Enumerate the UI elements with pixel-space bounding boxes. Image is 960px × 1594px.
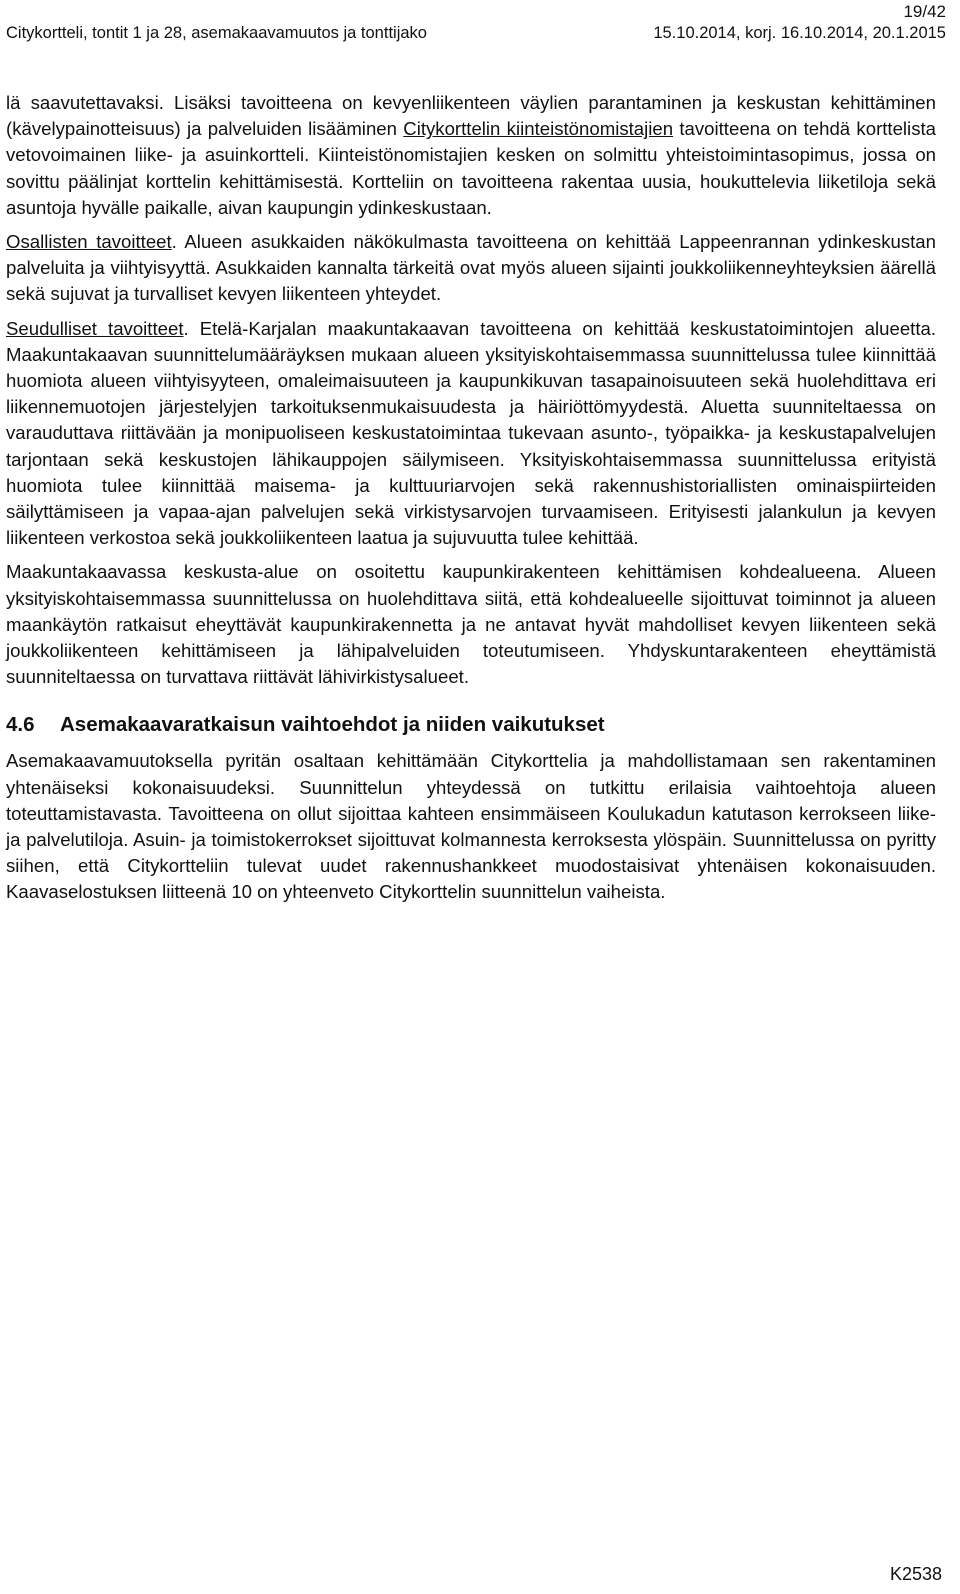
paragraph-osallisten-tavoitteet: [6, 229, 936, 308]
running-header: [6, 24, 946, 43]
section-heading: [6, 712, 936, 738]
underlined-label-seudulliset: Seudulliset tavoitteet: [6, 317, 184, 339]
section-number: 4.6: [6, 713, 35, 737]
paragraph-text: . Alueen asukkaiden näkökulmasta tavoitteena on kehittää Lappeenrannan ydinkeskustan palveluita ja viihtyisyyttä. Asukkaiden kannalta tärkeitä ovat myös alueen sijainti joukkoliikenneyhteyksien äärellä sekä sujuvat ja turvalliset kevyen liikenteen yhteydet.: [6, 231, 936, 305]
paragraph-text: tavoitteena on tehdä korttelista vetovoimainen liike- ja asuinkortteli. Kiinteistönomistajien kesken on solmittu yhteistoimintasopimus, jossa on sovittu päälinjat korttelin kehittämisestä. Kortteliin on tavoitteena rakentaa uusia, houkuttelevia liiketiloja sekä asuntoja hyvälle paikalle, aivan kaupungin ydinkeskustaan.: [6, 118, 936, 218]
footer-code: K2538: [889, 1564, 942, 1584]
underlined-label-citykortteli-owners: Citykorttelin kiinteistönomistajien: [403, 118, 674, 140]
document-dates: 15.10.2014, korj. 16.10.2014, 20.1.2015: [653, 24, 946, 42]
document-body: [6, 90, 936, 914]
paragraph-text: . Etelä-Karjalan maakuntakaavan tavoitteena on kehittää keskustatoimintojen alueetta. Maakuntakaavan suunnittelumääräyksen mukaan alueen yksityiskohtaisemmassa suunnittelussa tulee kiinnittää huomiota alueen viihtyisyyteen, omaleimaisuuteen ja kaupunkikuvan tasapainoisuuteen sekä huolehdittava eri liikennemuotojen järjestelyjen tarkoituksenmukaisuudesta ja häiriöttömyydestä. Aluetta suunniteltaessa on varauduttava riittävään ja monipuoliseen keskustatoimintaa tukevaan asunto-, työpaikka- ja keskustapalvelujen tarjontaan sekä keskustojen lähikauppojen säilymiseen. Yksityiskohtaisemmassa suunnittelussa erityistä huomiota tulee kiinnittää maisema- ja kulttuuriarvojen sekä rakennushistoriallisten ominaispiirteiden säilyttämiseen ja vapaa-ajan palvelujen sekä virkistysarvojen turvaamiseen. Erityisesti jalankulun ja kevyen liikenteen verkostoa sekä joukkoliikenteen laatua ja sujuvuutta tulee kehittää.: [6, 317, 936, 549]
underlined-label-osallisten: Osallisten tavoitteet: [6, 231, 172, 253]
document-title: Citykortteli, tontit 1 ja 28, asemakaavamuutos ja tonttijako: [6, 24, 427, 42]
paragraph-asemakaavamuutos: Asemakaavamuutoksella pyritän osaltaan kehittämään Citykorttelia ja mahdollistamaan sen rakentaminen yhtenäiseksi kokonaisuudeksi. Suunnittelun yhteydessä on tutkittu erilaisia vaihtoehtoja alueen toteuttamistavasta. Tavoitteena on ollut sijoittaa kahteen ensimmäiseen Koulukadun katutason kerrokseen liike- ja palvelutiloja. Asuin- ja toimistokerrokset sijoittuvat kolmannesta kerroksesta ylöspäin. Suunnittelussa on pyritty siihen, että Citykortteliin tulevat uudet rakennushankkeet muodostaisivat yhtenäisen kokonaisuuden. Kaavaselostuksen liitteenä 10 on yhteenveto Citykorttelin suunnittelun vaiheista.: [6, 750, 936, 903]
paragraph-text: lä saavutettavaksi. Lisäksi tavoitteena on kevyenliikenteen väylien parantaminen ja keskustan kehittäminen (kävelypainotteisuus) ja palveluiden lisääminen: [6, 92, 936, 140]
section-title: Asemakaavaratkaisun vaihtoehdot ja niiden vaikutukset: [60, 713, 605, 737]
paragraph-seudulliset-tavoitteet: [6, 316, 936, 552]
paragraph-maakuntakaava: Maakuntakaavassa keskusta-alue on osoitettu kaupunkirakenteen kehittämisen kohdealueena. Alueen yksityiskohtaisemmassa suunnittelussa on huolehdittava siitä, että kohdealueelle sijoittuvat toiminnot ja alueen maankäytön ratkaisut eheyttävät kaupunkirakennetta ja ne antavat hyvät mahdolliset kevyen liikenteen sekä joukkoliikenteen kehittämiseen ja lähipalveluiden toteutumiseen. Yhdyskuntarakenteen eheyttämistä suunniteltaessa on turvattava riittävät lähivirkistysalueet.: [6, 561, 936, 688]
page-number: 19/42: [903, 2, 946, 21]
paragraph-continuation: [6, 90, 936, 221]
